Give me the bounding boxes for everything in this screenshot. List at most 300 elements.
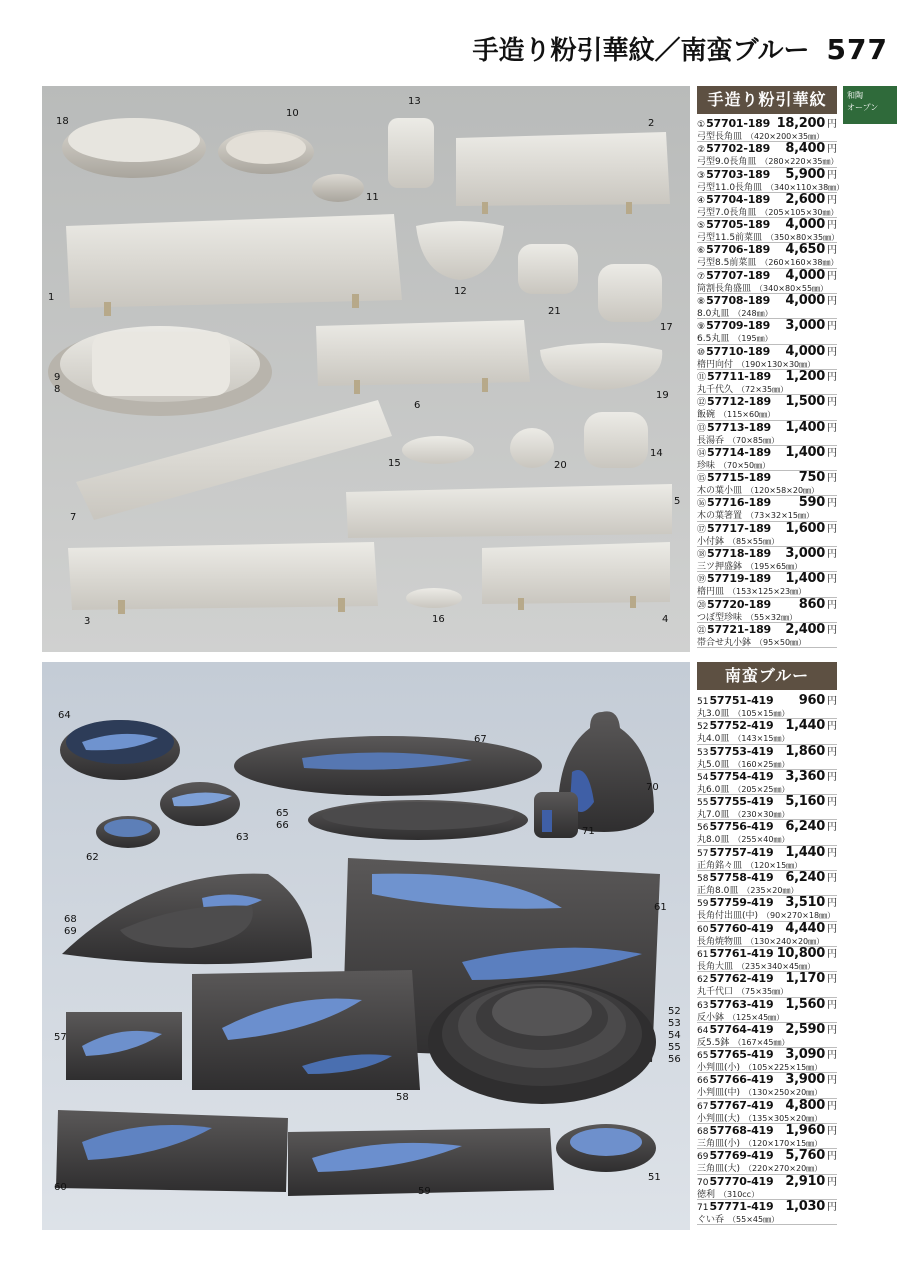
price-row bbox=[697, 572, 837, 597]
item-number: 68 bbox=[697, 1127, 709, 1138]
callout-18: 18 bbox=[56, 116, 69, 127]
item-size: （160×25㎜） bbox=[733, 759, 790, 769]
callout-6: 6 bbox=[414, 400, 421, 411]
item-price: 3,510 bbox=[785, 895, 825, 911]
item-price: 1,400 bbox=[785, 419, 825, 435]
callout-71: 71 bbox=[582, 826, 595, 837]
item-price: 2,590 bbox=[785, 1021, 825, 1037]
item-code: 57703-189 bbox=[706, 167, 771, 181]
item-price: 1,960 bbox=[785, 1123, 825, 1139]
item-size: （255×40㎜） bbox=[733, 835, 790, 845]
callout-10: 10 bbox=[286, 108, 299, 119]
price-row bbox=[697, 446, 837, 471]
item-code: 57715-189 bbox=[707, 471, 772, 485]
callout-5: 5 bbox=[674, 496, 681, 507]
item-code: 57711-189 bbox=[707, 369, 772, 383]
price-row-line1 bbox=[697, 1149, 837, 1163]
price-row-line1 bbox=[697, 243, 837, 257]
currency-label: 円 bbox=[827, 721, 837, 733]
item-name: 弓型11.5前菜皿 bbox=[697, 233, 763, 244]
item-name: 筒割長角盛皿 bbox=[697, 283, 752, 294]
currency-label: 円 bbox=[827, 371, 837, 383]
item-number: 59 bbox=[697, 899, 709, 910]
item-price: 5,900 bbox=[785, 166, 825, 182]
price-row-line1 bbox=[697, 345, 837, 359]
price-row bbox=[697, 1099, 837, 1124]
item-size: （195×65㎜） bbox=[746, 562, 803, 572]
price-row bbox=[697, 319, 837, 344]
item-price: 1,400 bbox=[785, 444, 825, 460]
item-size: （90×270×18㎜） bbox=[762, 911, 836, 921]
item-size: （195㎜） bbox=[733, 334, 773, 344]
callout-15: 15 bbox=[388, 458, 401, 469]
callout-11: 11 bbox=[366, 192, 379, 203]
item-number: ⑲ bbox=[697, 575, 707, 586]
item-name: 8.0丸皿 bbox=[697, 309, 730, 320]
price-row bbox=[697, 421, 837, 446]
callout-20: 20 bbox=[554, 460, 567, 471]
item-size: （73×32×15㎜） bbox=[746, 511, 814, 521]
callout-69: 69 bbox=[64, 926, 77, 937]
item-code: 57753-419 bbox=[709, 744, 774, 758]
item-size: （95×50㎜） bbox=[755, 637, 807, 647]
item-code: 57716-189 bbox=[707, 496, 772, 510]
category-tag bbox=[843, 86, 897, 124]
item-number: ⑯ bbox=[697, 499, 707, 510]
price-row bbox=[697, 998, 837, 1023]
item-name: 飯碗 bbox=[697, 410, 716, 421]
price-row bbox=[697, 1149, 837, 1174]
callout-60: 60 bbox=[54, 1182, 67, 1193]
price-row-line1 bbox=[697, 770, 837, 784]
price-row bbox=[697, 623, 837, 648]
item-number: 71 bbox=[697, 1202, 709, 1213]
item-code: 57708-189 bbox=[706, 294, 771, 308]
item-price: 2,600 bbox=[785, 191, 825, 207]
item-size: （120×170×15㎜） bbox=[744, 1139, 823, 1149]
item-code: 57764-419 bbox=[709, 1022, 774, 1036]
currency-label: 円 bbox=[827, 447, 837, 459]
item-name: 木の葉箸置 bbox=[697, 511, 743, 522]
callout-56: 56 bbox=[668, 1054, 681, 1065]
currency-label: 円 bbox=[827, 771, 837, 783]
item-size: （125×45㎜） bbox=[728, 1012, 785, 1022]
item-size: （280×220×35㎜） bbox=[760, 157, 839, 167]
item-code: 57761-419 bbox=[709, 946, 774, 960]
price-row bbox=[697, 269, 837, 294]
item-number: ⑬ bbox=[697, 423, 707, 434]
currency-label: 円 bbox=[827, 245, 837, 257]
item-name: 三ツ押盛鉢 bbox=[697, 562, 743, 573]
currency-label: 円 bbox=[827, 847, 837, 859]
price-row bbox=[697, 522, 837, 547]
currency-label: 円 bbox=[827, 624, 837, 636]
item-size: （135×305×20㎜） bbox=[744, 1113, 823, 1123]
item-number: 69 bbox=[697, 1152, 709, 1163]
callout-53: 53 bbox=[668, 1018, 681, 1029]
item-number: 55 bbox=[697, 798, 709, 809]
price-row-line1 bbox=[697, 446, 837, 460]
price-row bbox=[697, 395, 837, 420]
callout-57: 57 bbox=[54, 1032, 67, 1043]
price-row bbox=[697, 1048, 837, 1073]
item-price: 1,400 bbox=[785, 571, 825, 587]
item-number: ㉑ bbox=[697, 625, 707, 636]
item-number: 60 bbox=[697, 924, 709, 935]
item-name: 反小鉢 bbox=[697, 1012, 725, 1023]
item-size: （167×45㎜） bbox=[733, 1037, 790, 1047]
item-price: 960 bbox=[798, 693, 825, 708]
price-row bbox=[697, 770, 837, 795]
item-number: ⑨ bbox=[697, 322, 706, 333]
item-code: 57705-189 bbox=[706, 218, 771, 232]
currency-label: 円 bbox=[827, 574, 837, 586]
item-number: 62 bbox=[697, 975, 709, 986]
item-price: 6,240 bbox=[785, 819, 825, 835]
currency-label: 円 bbox=[827, 999, 837, 1011]
price-row-line1 bbox=[697, 623, 837, 637]
item-code: 57720-189 bbox=[707, 597, 772, 611]
item-name: 弓型11.0長角皿 bbox=[697, 182, 763, 193]
item-name: 三角皿(小) bbox=[697, 1139, 741, 1150]
item-name: 丸5.0皿 bbox=[697, 759, 730, 770]
item-number: 70 bbox=[697, 1177, 709, 1188]
price-row-line1 bbox=[697, 496, 837, 510]
item-size: （310cc） bbox=[719, 1189, 760, 1199]
price-row bbox=[697, 217, 840, 244]
price-row-line1 bbox=[697, 745, 837, 759]
item-number: 52 bbox=[697, 722, 709, 733]
item-name: 小判皿(中) bbox=[697, 1088, 741, 1099]
item-name: 木の葉小皿 bbox=[697, 486, 743, 497]
item-size: （153×125×23㎜） bbox=[728, 587, 807, 597]
callout-21: 21 bbox=[548, 306, 561, 317]
price-row-line1 bbox=[697, 1175, 837, 1189]
price-row-line1 bbox=[697, 972, 837, 986]
callout-58: 58 bbox=[396, 1092, 409, 1103]
item-name: 弓型7.0長角皿 bbox=[697, 207, 757, 218]
item-size: （260×160×38㎜） bbox=[760, 258, 839, 268]
item-code: 57707-189 bbox=[706, 268, 771, 282]
item-name: 弓型長角皿 bbox=[697, 132, 743, 142]
item-code: 57768-419 bbox=[709, 1124, 774, 1138]
item-size: （55×45㎜） bbox=[728, 1214, 780, 1224]
currency-label: 円 bbox=[827, 948, 837, 960]
item-number: ⑪ bbox=[697, 372, 707, 383]
callout-51: 51 bbox=[648, 1172, 661, 1183]
price-row-line1 bbox=[697, 1124, 837, 1138]
callout-19: 19 bbox=[656, 390, 669, 401]
item-price: 4,800 bbox=[785, 1097, 825, 1113]
price-row-line1 bbox=[697, 694, 837, 708]
item-price: 1,200 bbox=[785, 368, 825, 384]
callout-12: 12 bbox=[454, 286, 467, 297]
item-code: 57762-419 bbox=[709, 972, 774, 986]
price-row-line1 bbox=[697, 370, 837, 384]
item-price: 1,440 bbox=[785, 844, 825, 860]
currency-label: 円 bbox=[827, 898, 837, 910]
item-size: （340×80×55㎜） bbox=[755, 283, 829, 293]
item-price: 1,560 bbox=[785, 996, 825, 1012]
item-code: 57712-189 bbox=[707, 395, 772, 409]
item-code: 57719-189 bbox=[707, 572, 772, 586]
item-size: （205×25㎜） bbox=[733, 784, 790, 794]
item-price: 750 bbox=[798, 470, 825, 486]
item-code: 57765-419 bbox=[709, 1048, 774, 1062]
price-row bbox=[697, 1073, 837, 1098]
item-code: 57714-189 bbox=[707, 445, 772, 459]
item-number: 51 bbox=[697, 697, 709, 707]
item-name: 正角8.0皿 bbox=[697, 886, 739, 897]
page-number: 577 bbox=[826, 33, 888, 66]
item-name: 弓型8.5前菜皿 bbox=[697, 258, 757, 269]
item-code: 57754-419 bbox=[709, 769, 774, 783]
item-number: 58 bbox=[697, 874, 709, 885]
item-name: 三角皿(大) bbox=[697, 1164, 741, 1175]
item-name: 反5.5鉢 bbox=[697, 1037, 730, 1048]
item-price: 4,000 bbox=[785, 293, 825, 309]
item-size: （70×85㎜） bbox=[728, 435, 780, 445]
product-photo-nanban-blue bbox=[42, 662, 690, 1230]
currency-label: 円 bbox=[827, 498, 837, 510]
item-code: 57771-419 bbox=[709, 1199, 774, 1213]
item-code: 57710-189 bbox=[706, 344, 771, 358]
item-price: 3,090 bbox=[785, 1047, 825, 1063]
item-size: （420×200×35㎜） bbox=[746, 132, 825, 141]
item-size: （130×250×20㎜） bbox=[744, 1088, 823, 1098]
item-name: 長角大皿 bbox=[697, 961, 734, 972]
item-size: （105×225×15㎜） bbox=[744, 1063, 823, 1073]
price-row-line1 bbox=[697, 598, 837, 612]
item-size: （235×20㎜） bbox=[742, 886, 799, 896]
currency-label: 円 bbox=[827, 397, 837, 409]
currency-label: 円 bbox=[827, 144, 837, 156]
item-price: 1,440 bbox=[785, 718, 825, 734]
item-name: つぼ型珍味 bbox=[697, 612, 743, 623]
item-size: （190×130×30㎜） bbox=[737, 359, 816, 369]
callout-8: 8 bbox=[54, 384, 61, 395]
callout-66: 66 bbox=[276, 820, 289, 831]
item-price: 1,170 bbox=[785, 971, 825, 987]
item-size: （143×15㎜） bbox=[733, 734, 790, 744]
price-row-line1 bbox=[697, 218, 837, 232]
price-row bbox=[697, 345, 837, 370]
item-name: 丸8.0皿 bbox=[697, 835, 730, 846]
price-row-line1 bbox=[697, 896, 837, 910]
currency-label: 円 bbox=[827, 1176, 837, 1188]
item-size: （220×270×20㎜） bbox=[744, 1164, 823, 1174]
price-row bbox=[697, 598, 837, 623]
item-size: （205×105×30㎜） bbox=[760, 207, 839, 217]
price-row-line1 bbox=[697, 719, 837, 733]
price-row bbox=[697, 896, 837, 921]
page-header bbox=[472, 30, 888, 70]
currency-label: 円 bbox=[827, 220, 837, 232]
item-number: ④ bbox=[697, 195, 706, 206]
currency-label: 円 bbox=[827, 119, 837, 130]
item-code: 57706-189 bbox=[706, 243, 771, 257]
callout-4: 4 bbox=[662, 614, 669, 625]
item-code: 57759-419 bbox=[709, 896, 774, 910]
item-number: 67 bbox=[697, 1101, 709, 1112]
item-number: 53 bbox=[697, 747, 709, 758]
item-code: 57709-189 bbox=[706, 319, 771, 333]
item-code: 57763-419 bbox=[709, 997, 774, 1011]
price-row-line1 bbox=[697, 1023, 837, 1037]
item-number: 54 bbox=[697, 772, 709, 783]
item-name: 長湯呑 bbox=[697, 435, 725, 446]
item-size: （340×110×38㎜） bbox=[766, 182, 845, 192]
callout-63: 63 bbox=[236, 832, 249, 843]
item-price: 1,030 bbox=[785, 1198, 825, 1214]
item-number: ⑭ bbox=[697, 448, 707, 459]
callout-2: 2 bbox=[648, 118, 655, 129]
callout-7: 7 bbox=[70, 512, 77, 523]
currency-label: 円 bbox=[827, 321, 837, 333]
item-number: ③ bbox=[697, 170, 706, 181]
price-list-nanban-blue bbox=[697, 694, 837, 1225]
item-code: 57702-189 bbox=[706, 142, 771, 156]
currency-label: 円 bbox=[827, 873, 837, 885]
item-name: 楕円皿 bbox=[697, 587, 725, 598]
kohiki-ware-illustration bbox=[42, 86, 690, 652]
item-price: 4,000 bbox=[785, 343, 825, 359]
price-row bbox=[697, 117, 837, 142]
callout-67: 67 bbox=[474, 734, 487, 745]
item-code: 57769-419 bbox=[709, 1149, 774, 1163]
callout-61: 61 bbox=[654, 902, 667, 913]
price-row-line1 bbox=[697, 1048, 837, 1062]
page-title: 手造り粉引華紋／南蛮ブルー bbox=[472, 36, 810, 66]
item-number: ⑦ bbox=[697, 271, 706, 282]
callout-3: 3 bbox=[84, 616, 91, 627]
price-row bbox=[697, 547, 837, 572]
item-code: 57757-419 bbox=[709, 845, 774, 859]
currency-label: 円 bbox=[827, 296, 837, 308]
price-row-line1 bbox=[697, 572, 837, 586]
category-tag-line1: 和陶 bbox=[847, 91, 863, 100]
price-row-line1 bbox=[697, 193, 837, 207]
item-code: 57721-189 bbox=[707, 622, 772, 636]
callout-13: 13 bbox=[408, 96, 421, 107]
currency-label: 円 bbox=[827, 473, 837, 485]
price-row-line2 bbox=[697, 637, 837, 649]
callout-14: 14 bbox=[650, 448, 663, 459]
currency-label: 円 bbox=[827, 1075, 837, 1087]
item-price: 4,000 bbox=[785, 267, 825, 283]
item-number: 61 bbox=[697, 949, 709, 960]
item-price: 5,160 bbox=[785, 794, 825, 810]
item-price: 4,650 bbox=[785, 242, 825, 258]
item-number: ⑤ bbox=[697, 221, 706, 232]
price-row bbox=[697, 719, 837, 744]
item-price: 8,400 bbox=[785, 141, 825, 157]
price-row-line1 bbox=[697, 820, 837, 834]
item-name: 長角付出皿(中) bbox=[697, 911, 759, 922]
price-row bbox=[697, 1023, 837, 1048]
currency-label: 円 bbox=[827, 1024, 837, 1036]
item-name: 長角焼物皿 bbox=[697, 936, 743, 947]
item-number: ⑥ bbox=[697, 246, 706, 257]
item-price: 18,200 bbox=[776, 116, 825, 131]
item-number: 65 bbox=[697, 1051, 709, 1062]
currency-label: 円 bbox=[827, 1100, 837, 1112]
currency-label: 円 bbox=[827, 1151, 837, 1163]
price-row-line1 bbox=[697, 471, 837, 485]
item-price: 3,000 bbox=[785, 546, 825, 562]
currency-label: 円 bbox=[827, 797, 837, 809]
item-name: 徳利 bbox=[697, 1189, 716, 1200]
nanban-blue-illustration bbox=[42, 662, 690, 1230]
item-size: （350×80×35㎜） bbox=[766, 233, 840, 243]
item-number: ⑧ bbox=[697, 297, 706, 308]
price-row-line1 bbox=[697, 947, 837, 961]
callout-1: 1 bbox=[48, 292, 55, 303]
price-row bbox=[697, 922, 837, 947]
callout-9: 9 bbox=[54, 372, 61, 383]
currency-label: 円 bbox=[827, 696, 837, 707]
item-number: 63 bbox=[697, 1000, 709, 1011]
currency-label: 円 bbox=[827, 549, 837, 561]
item-size: （120×58×20㎜） bbox=[746, 486, 820, 496]
callout-65: 65 bbox=[276, 808, 289, 819]
item-price: 1,500 bbox=[785, 394, 825, 410]
price-row-line1 bbox=[697, 421, 837, 435]
item-price: 4,440 bbox=[785, 920, 825, 936]
item-price: 5,760 bbox=[785, 1148, 825, 1164]
price-row-line1 bbox=[697, 871, 837, 885]
price-row bbox=[697, 496, 837, 521]
item-size: （120×15㎜） bbox=[746, 860, 803, 870]
item-size: （105×15㎜） bbox=[733, 709, 790, 718]
currency-label: 円 bbox=[827, 169, 837, 181]
price-row-line1 bbox=[697, 1073, 837, 1087]
price-row bbox=[697, 370, 837, 395]
item-name: 丸3.0皿 bbox=[697, 709, 730, 719]
item-price: 1,860 bbox=[785, 743, 825, 759]
currency-label: 円 bbox=[827, 194, 837, 206]
price-row-line1 bbox=[697, 922, 837, 936]
price-row bbox=[697, 1124, 837, 1149]
price-row-line1 bbox=[697, 522, 837, 536]
item-price: 6,240 bbox=[785, 870, 825, 886]
price-list-kohiki bbox=[697, 116, 845, 648]
price-row bbox=[697, 795, 837, 820]
callout-17: 17 bbox=[660, 322, 673, 333]
callout-59: 59 bbox=[418, 1186, 431, 1197]
item-number: ② bbox=[697, 145, 706, 156]
item-name: 丸4.0皿 bbox=[697, 734, 730, 745]
item-name: 丸千代口 bbox=[697, 987, 734, 998]
item-number: ⑰ bbox=[697, 524, 707, 535]
item-name: 帯合せ丸小鉢 bbox=[697, 637, 752, 648]
currency-label: 円 bbox=[827, 1126, 837, 1138]
product-photo-kohiki bbox=[42, 86, 690, 652]
series-header-kohiki: 手造り粉引華紋 bbox=[697, 86, 837, 114]
item-price: 2,910 bbox=[785, 1173, 825, 1189]
price-row-line1 bbox=[697, 395, 837, 409]
item-number: ① bbox=[697, 120, 706, 130]
price-row bbox=[697, 471, 837, 496]
callout-52: 52 bbox=[668, 1006, 681, 1017]
price-row bbox=[697, 1200, 837, 1225]
item-code: 57767-419 bbox=[709, 1098, 774, 1112]
price-row-line1 bbox=[697, 1200, 837, 1214]
series-header-nanban-blue: 南蛮ブルー bbox=[697, 662, 837, 690]
item-code: 57717-189 bbox=[707, 521, 772, 535]
item-name: 小判皿(大) bbox=[697, 1113, 741, 1124]
currency-label: 円 bbox=[827, 1201, 837, 1213]
